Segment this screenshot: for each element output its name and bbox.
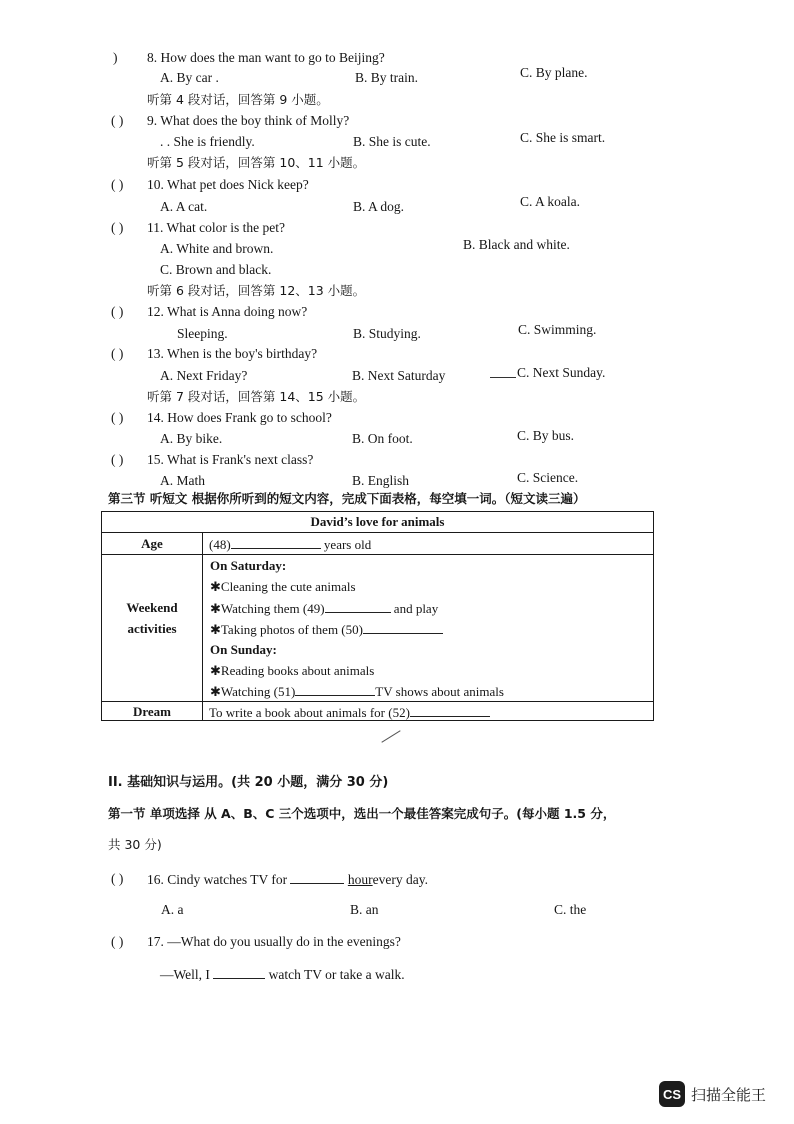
age-cell	[209, 536, 371, 553]
saturday-item-2-end: and play	[393, 601, 439, 616]
q17-blank[interactable]	[213, 966, 265, 979]
q15-bracket: ( )	[111, 452, 124, 467]
q11-question: 11. What color is the pet?	[147, 220, 285, 235]
saturday-item-1: ✱Cleaning the cute animals	[210, 579, 356, 594]
dialogue-7-instruction: 听第 7 段对话，回答第 14、15 小题。	[147, 389, 366, 404]
blank-52[interactable]	[410, 704, 490, 717]
sunday-item-2	[210, 683, 504, 700]
q9-option-c: C. She is smart.	[520, 130, 606, 145]
blank-50[interactable]	[363, 621, 443, 634]
q9-bracket: ( )	[111, 113, 124, 128]
q14-bracket: ( )	[111, 410, 124, 425]
weekend-label-2: activities	[127, 621, 177, 636]
q8-bracket: )	[113, 50, 118, 65]
table-divider	[102, 554, 653, 555]
q9-question: 9. What does the boy think of Molly?	[147, 113, 350, 128]
q15-option-b: B. English	[352, 473, 410, 488]
q17-answer-end: watch TV or take a walk.	[268, 967, 405, 982]
q16-blank[interactable]	[290, 871, 344, 884]
weekend-label-1: Weekend	[126, 600, 178, 615]
q10-bracket: ( )	[111, 177, 124, 192]
q12-option-c: C. Swimming.	[518, 322, 597, 337]
q8-question: 8. How does the man want to go to Beijing?	[147, 50, 385, 65]
blank-49[interactable]	[325, 600, 391, 613]
camscanner-brand: 扫描全能王	[691, 1085, 767, 1104]
q11-option-c: C. Brown and black.	[160, 262, 272, 277]
q11-option-a: A. White and brown.	[160, 241, 274, 256]
q15-option-c: C. Science.	[517, 470, 579, 485]
q12-option-a: Sleeping.	[177, 326, 228, 341]
q17-answer-line	[160, 966, 405, 983]
camscanner-watermark	[659, 1081, 766, 1107]
q14-option-c: C. By bus.	[517, 428, 575, 443]
q14-question: 14. How does Frank go to school?	[147, 410, 332, 425]
sunday-heading: On Sunday:	[210, 642, 277, 657]
q8-option-c: C. By plane.	[520, 65, 588, 80]
q11-option-b: B. Black and white.	[463, 237, 570, 252]
part2-instruction-2: 共 30 分)	[108, 837, 162, 852]
blank-51-label: ✱Watching (51)	[210, 684, 296, 699]
q16-text-end: every day.	[372, 872, 428, 887]
blank-52-label: To write a book about animals for (52)	[209, 705, 410, 720]
blank-51[interactable]	[295, 683, 375, 696]
q10-option-c: C. A koala.	[520, 194, 580, 209]
part2-heading: II. 基础知识与运用。(共 20 小题，满分 30 分)	[108, 775, 389, 790]
q17-question: 17. —What do you usually do in the evenings?	[147, 934, 401, 949]
age-label: Age	[141, 536, 163, 551]
q16-option-b: B. an	[350, 902, 379, 917]
dream-cell	[209, 704, 490, 721]
q17-bracket: ( )	[111, 934, 124, 949]
q15-option-a: A. Math	[160, 473, 205, 488]
section3-heading: 第三节 听短文 根据你所听到的短文内容，完成下面表格，每空填一词。（短文读三遍）	[108, 491, 586, 506]
q16-hour: hour	[347, 872, 373, 887]
table-column-divider	[202, 532, 203, 721]
q16-option-a: A. a	[161, 902, 184, 917]
blank-48[interactable]	[231, 536, 321, 549]
david-table	[101, 511, 654, 721]
table-divider	[102, 532, 653, 533]
q14-option-a: A. By bike.	[160, 431, 223, 446]
dream-label: Dream	[132, 704, 172, 719]
blank-48-label: (48)	[209, 537, 231, 552]
q16-question	[147, 871, 428, 888]
sunday-item-1: ✱Reading books about animals	[210, 663, 375, 678]
dialogue-5-instruction: 听第 5 段对话，回答第 10、11 小题。	[147, 155, 366, 170]
stray-mark	[381, 730, 400, 743]
q17-answer-start: —Well, I	[160, 967, 210, 982]
q16-option-c: C. the	[554, 902, 587, 917]
q9-option-b: B. She is cute.	[353, 134, 431, 149]
q10-option-a: A. A cat.	[160, 199, 208, 214]
q13-option-a: A. Next Friday?	[160, 368, 248, 383]
q13-option-b: B. Next Saturday	[352, 368, 446, 383]
q16-bracket: ( )	[111, 871, 124, 886]
q10-question: 10. What pet does Nick keep?	[147, 177, 309, 192]
q12-option-b: B. Studying.	[353, 326, 421, 341]
q9-option-a: . . She is friendly.	[160, 134, 255, 149]
table-title: David’s love for animals	[310, 514, 445, 529]
table-divider	[102, 701, 653, 702]
blank-49-label: ✱Watching them (49)	[210, 601, 325, 616]
q13-bracket: ( )	[111, 346, 124, 361]
q14-option-b: B. On foot.	[352, 431, 413, 446]
q16-text-start: 16. Cindy watches TV for	[147, 872, 288, 887]
age-unit: years old	[323, 537, 372, 552]
q12-bracket: ( )	[111, 304, 124, 319]
q11-bracket: ( )	[111, 220, 124, 235]
dialogue-6-instruction: 听第 6 段对话，回答第 12、13 小题。	[147, 283, 366, 298]
saturday-item-3	[210, 621, 443, 638]
q8-option-b: B. By train.	[355, 70, 418, 85]
saturday-item-2	[210, 600, 438, 617]
q10-option-b: B. A dog.	[353, 199, 405, 214]
q8-option-a: A. By car .	[160, 70, 219, 85]
q15-question: 15. What is Frank's next class?	[147, 452, 314, 467]
camscanner-logo-icon: CS	[659, 1081, 685, 1107]
saturday-heading: On Saturday:	[210, 558, 287, 573]
dialogue-4-instruction: 听第 4 段对话，回答第 9 小题。	[147, 92, 329, 107]
q13-option-c: C. Next Sunday.	[517, 365, 606, 380]
blank-50-label: ✱Taking photos of them (50)	[210, 622, 363, 637]
q13-question: 13. When is the boy's birthday?	[147, 346, 318, 361]
q12-question: 12. What is Anna doing now?	[147, 304, 308, 319]
sunday-item-2-end: TV shows about animals	[375, 684, 504, 699]
stray-mark	[490, 377, 516, 378]
part2-instruction-1: 第一节 单项选择 从 A、B、C 三个选项中，选出一个最佳答案完成句子。(每小题 1.5 分，	[108, 806, 616, 821]
